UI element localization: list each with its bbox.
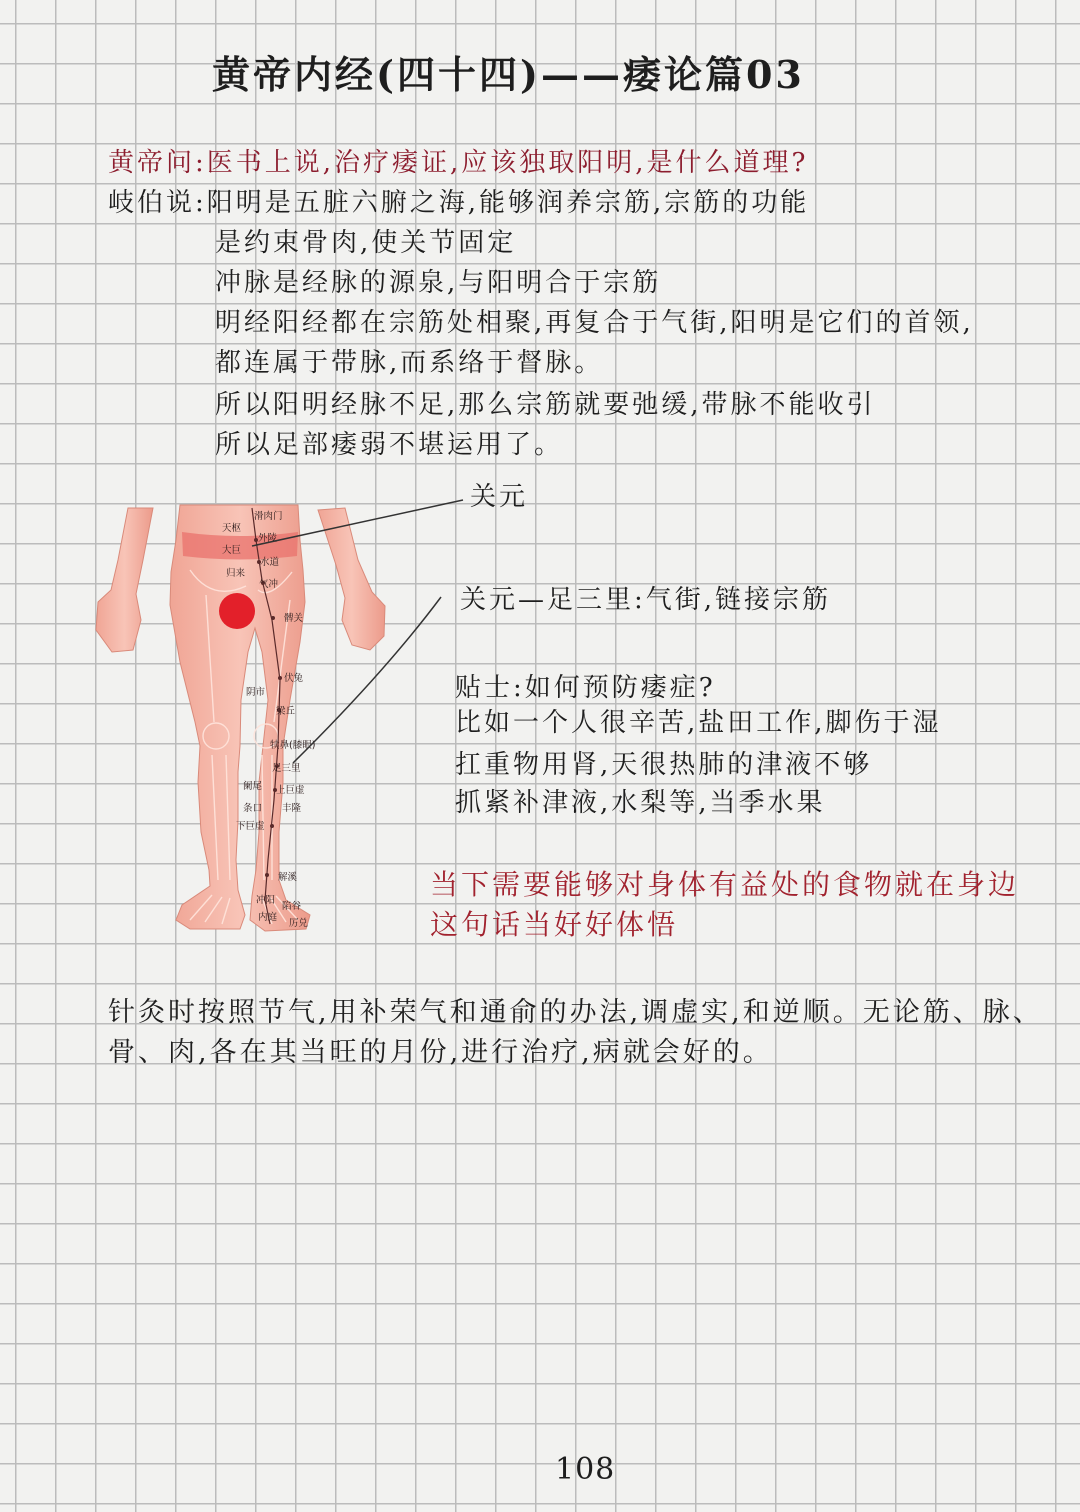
tips-line: 比如一个人很辛苦,盐田工作,脚伤于湿 (455, 708, 942, 738)
question-speaker: 黄帝问: (108, 148, 207, 178)
acupoint-dot (271, 616, 275, 620)
acupoint-label: 外陵 (258, 533, 278, 544)
acupoint-label: 下巨虚 (236, 821, 265, 832)
answer-line: 所以阳明经脉不足,那么宗筋就要弛缓,带脉不能收引 (215, 390, 876, 420)
answer-line: 所以足部痿弱不堪运用了。 (215, 430, 564, 460)
answer-line: 是约束骨肉,使关节固定 (215, 228, 517, 258)
highlight-marker (219, 593, 255, 629)
page-number: 108 (555, 1452, 616, 1487)
acupoint-dot (278, 676, 282, 680)
tips-heading: 贴士:如何预防痿症? (455, 673, 716, 703)
acupoint-label: 足三里 (272, 763, 301, 774)
acupoint-label: 大巨 (222, 545, 242, 556)
acupoint-label: 内庭 (258, 912, 278, 923)
highlight-line: 当下需要能够对身体有益处的食物就在身边 (430, 868, 1020, 901)
closing-line: 针灸时按照节气,用补荣气和通俞的办法,调虚实,和逆顺。无论筋、脉、 (108, 997, 1043, 1028)
answer-line: 都连属于带脉,而系络于督脉。 (215, 348, 604, 378)
question-line (108, 143, 809, 183)
highlight-line: 这句话当好好体悟 (430, 908, 679, 941)
acupoint-label: 陷谷 (282, 901, 302, 912)
callout-link-label: 关元—足三里:气街,链接宗筋 (460, 585, 832, 615)
page-title: 黄帝内经(四十四)——痿论篇03 (212, 52, 805, 97)
answer-speaker: 岐伯说: (108, 188, 207, 218)
tips-line: 扛重物用肾,天很热肺的津液不够 (455, 750, 873, 780)
callout-guanyuan-label: 关元 (470, 482, 529, 512)
acupoint-label: 上巨虚 (276, 785, 305, 796)
acupoint-label: 解溪 (278, 872, 298, 883)
acupoint-label: 丰隆 (282, 803, 302, 814)
answer-line: 冲脉是经脉的源泉,与阳明合于宗筋 (215, 268, 662, 298)
answer-line: 明经阳经都在宗筋处相聚,再复合于气街,阳明是它们的首领, (215, 308, 974, 338)
left-arm (96, 508, 153, 652)
acupoint-label: 归来 (226, 568, 246, 579)
acupoint-label: 犊鼻(膝眼) (270, 740, 316, 751)
acupoint-dot (270, 824, 274, 828)
acupoint-label: 阴市 (246, 687, 266, 698)
acupoint-label: 水道 (260, 557, 280, 568)
acupoint-label: 阑尾 (243, 781, 263, 792)
acupoint-label: 髀关 (284, 613, 304, 624)
closing-line: 骨、肉,各在其当旺的月份,进行治疗,病就会好的。 (108, 1037, 773, 1068)
acupoint-label: 厉兑 (289, 918, 309, 929)
acupoint-label: 伏兔 (284, 673, 304, 684)
acupoint-label: 条口 (243, 803, 263, 814)
acupoint-label: 滑肉门 (254, 511, 283, 522)
acupoint-label: 冲阳 (256, 895, 276, 906)
question-text: 医书上说,治疗痿证,应该独取阳明,是什么道理? (206, 148, 809, 178)
answer-first-line (108, 183, 809, 223)
tips-line: 抓紧补津液,水梨等,当季水果 (455, 788, 826, 818)
acupoint-label: 梁丘 (276, 706, 296, 717)
acupoint-label: 气冲 (259, 579, 279, 590)
acupoint-dot (265, 873, 269, 877)
answer-text: 阳明是五脏六腑之海,能够润养宗筋,宗筋的功能 (206, 188, 810, 218)
acupoint-label: 天枢 (222, 523, 242, 534)
